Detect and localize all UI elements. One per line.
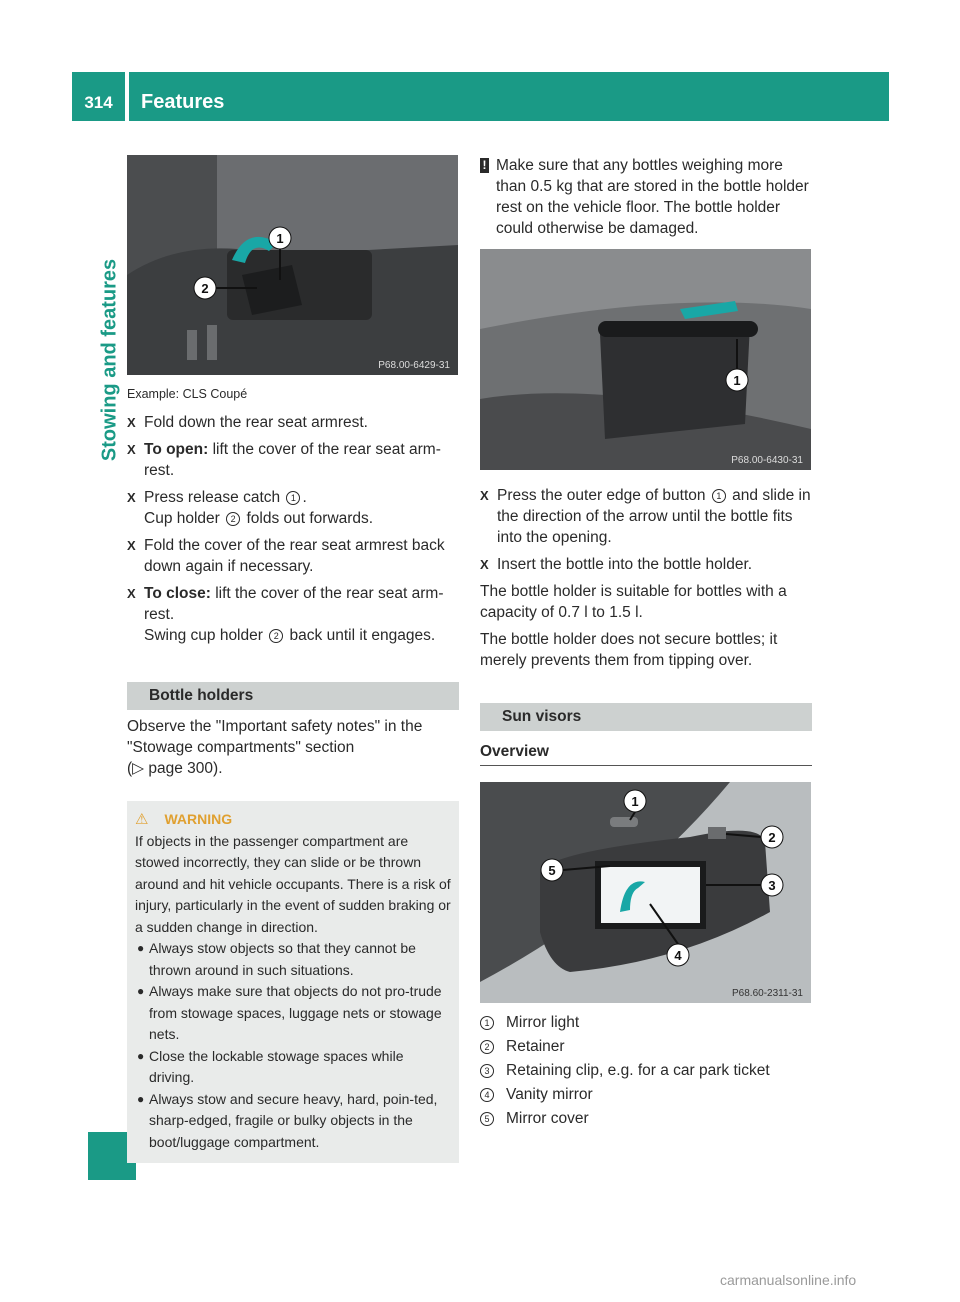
overview-heading: Overview xyxy=(480,741,812,766)
svg-text:1: 1 xyxy=(276,231,284,246)
header-divider xyxy=(125,72,129,121)
sun-visor-photo xyxy=(480,782,811,1003)
secure-paragraph: The bottle holder does not secure bottles; it merely prevents them from tipping over. xyxy=(480,631,778,669)
photo-caption: Example: CLS Coupé xyxy=(127,387,248,401)
bottle-holder-illustration xyxy=(480,249,811,470)
side-tab-label: Stowing and features xyxy=(98,258,121,462)
svg-text:5: 5 xyxy=(548,863,556,878)
warning-bullet: ● Close the lockable stowage spaces while driving. xyxy=(137,1047,404,1085)
sun-visor-illustration xyxy=(480,782,811,1003)
page-reference[interactable]: (▷ page 300). xyxy=(127,760,223,777)
warning-icon: ⚠ xyxy=(135,811,149,828)
armrest-illustration xyxy=(127,155,458,375)
left-column xyxy=(127,384,459,1163)
notice-icon: ! xyxy=(480,158,489,173)
sun-visor-legend xyxy=(480,1012,812,1132)
armrest-photo xyxy=(127,155,458,375)
warning-title: WARNING xyxy=(164,811,233,827)
warning-bullet: ● Always stow objects so that they cannot be thrown around in such situations. xyxy=(137,940,416,978)
photo-code: P68.00-6430-31 xyxy=(731,455,803,466)
right-column-middle xyxy=(480,485,812,766)
photo-code: P68.60-2311-31 xyxy=(732,988,803,999)
warning-text: If objects in the passenger compartment are stowed incorrectly, they can slide or be thrown around and hit vehicle occupants. There is a risk of injury, particularly in the event of sudden braking or a sudden change in direction. xyxy=(135,832,451,935)
svg-text:2: 2 xyxy=(201,281,209,296)
photo-code: P68.00-6429-31 xyxy=(378,360,450,371)
legend-item: 1 Mirror light xyxy=(480,1012,812,1033)
step-to-open: X To open: lift the cover of the rear seat arm-rest. xyxy=(127,441,441,479)
bottle-intro: Observe the "Important safety notes" in the "Stowage compartments" section xyxy=(127,718,423,756)
svg-text:1: 1 xyxy=(631,794,639,809)
step-to-close: X To close: lift the cover of the rear seat arm-rest. Swing cup holder 2 back until it engages. xyxy=(127,585,444,644)
sun-visors-heading: Sun visors xyxy=(480,703,812,731)
damage-notice: ! Make sure that any bottles weighing more than 0.5 kg that are stored in the bottle holder rest on the vehicle floor. The bottle holder could otherwise be damaged. xyxy=(480,155,812,239)
step-fold-down: X Fold down the rear seat armrest. xyxy=(127,414,368,431)
step-insert-bottle: X Insert the bottle into the bottle holder. xyxy=(480,556,753,573)
step-release-catch: X Press release catch 1 . Cup holder 2 folds out forwards. xyxy=(127,489,374,527)
legend-item: 3 Retaining clip, e.g. for a car park ticket xyxy=(480,1060,812,1081)
svg-text:4: 4 xyxy=(674,948,682,963)
page-number: 314 xyxy=(84,93,113,112)
capacity-paragraph: The bottle holder is suitable for bottles with a capacity of 0.7 l to 1.5 l. xyxy=(480,583,787,621)
watermark: carmanualsonline.info xyxy=(720,1272,857,1288)
svg-text:3: 3 xyxy=(768,878,776,893)
warning-bullet: ● Always make sure that objects do not pro-trude from stowage spaces, luggage nets or stowage nets. xyxy=(137,983,442,1042)
step-fold-cover: X Fold the cover of the rear seat armrest back down again if necessary. xyxy=(127,537,445,575)
svg-text:1: 1 xyxy=(733,373,741,388)
bottle-holders-heading: Bottle holders xyxy=(127,682,459,710)
step-press-button: X Press the outer edge of button 1 and slide in the direction of the arrow until the bottle fits into the opening. xyxy=(480,487,811,546)
warning-box xyxy=(127,801,459,1163)
bottle-holder-photo xyxy=(480,249,811,470)
right-column-top xyxy=(480,155,812,239)
svg-text:2: 2 xyxy=(768,830,776,845)
section-title: Features xyxy=(141,91,225,113)
legend-item: 4 Vanity mirror xyxy=(480,1084,812,1105)
legend-item: 5 Mirror cover xyxy=(480,1108,812,1129)
warning-bullet: ● Always stow and secure heavy, hard, poin-ted, sharp-edged, fragile or bulky objects in the boot/luggage compartment. xyxy=(137,1090,438,1150)
legend-item: 2 Retainer xyxy=(480,1036,812,1057)
